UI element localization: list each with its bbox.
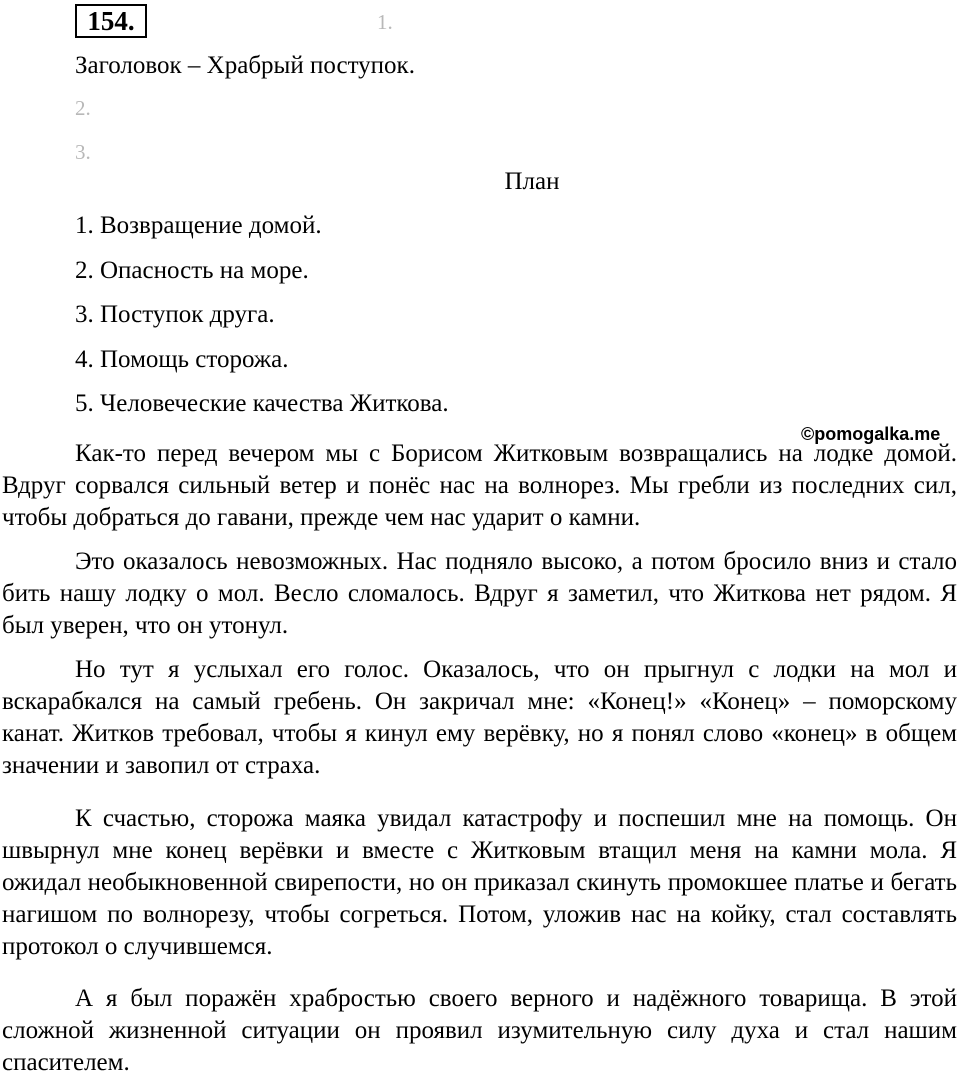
line-marker-1: 1. — [377, 10, 393, 34]
line-marker-2: 2. — [75, 96, 91, 120]
plan-item: 5. Человеческие качества Житкова. — [75, 390, 449, 417]
plan-list — [75, 210, 449, 433]
story-paragraph-2: Это оказалось невозможных. Нас подняло высоко, а потом бросило вниз и стало бить нашу лодку о мол. Весло сломалось. Вдруг я заметил, что Житкова нет рядом. Я был уверен, что он утонул. — [2, 548, 957, 639]
story-paragraph-3: Но тут я услыхал его голос. Оказалось, что он прыгнул с лодки на мол и вскарабкался на самый гребень. Он закричал мне: «Конец!» «Конец» – поморскому канат. Житков требовал, чтобы я кинул ему верёвку, но я понял слово «конец» в общем значении и завопил от страха. — [2, 656, 957, 779]
task-number-box: 154. — [75, 4, 147, 38]
plan-item: 1. Возвращение домой. — [75, 212, 322, 239]
title-line: Заголовок – Храбрый поступок. — [75, 52, 415, 79]
plan-title: План — [504, 168, 560, 195]
story-paragraph-5: А я был поражён храбростью своего верного и надёжного товарища. В этой сложной жизненной ситуации он проявил изумительную силу духа и стал нашим спасителем. — [2, 985, 957, 1076]
line-marker-3: 3. — [75, 140, 91, 164]
story-paragraph-4: К счастью, сторожа маяка увидал катастрофу и поспешил мне на помощь. Он швырнул мне конец верёвки и вместе с Житковым втащил меня на камни мола. Я ожидал необыкновенной свирепости, но он приказал скинуть промокшее платье и бегать нагишом по волнорезу, чтобы согреться. Потом, уложив нас на койку, стал составлять протокол о случившемся. — [2, 805, 957, 960]
plan-item: 2. Опасность на море. — [75, 256, 309, 284]
plan-item: 3. Поступок друга. — [75, 301, 275, 328]
plan-item: 4. Помощь сторожа. — [75, 345, 289, 373]
watermark: ©pomogalka.me — [801, 424, 941, 444]
story-paragraph-1: Как-то перед вечером мы с Борисом Житковым возвращались на лодке домой. Вдруг сорвался сильный ветер и понёс нас на волнорез. Мы гребли из последних сил, чтобы добраться до гавани, прежде чем нас ударит о камни. — [2, 440, 957, 531]
